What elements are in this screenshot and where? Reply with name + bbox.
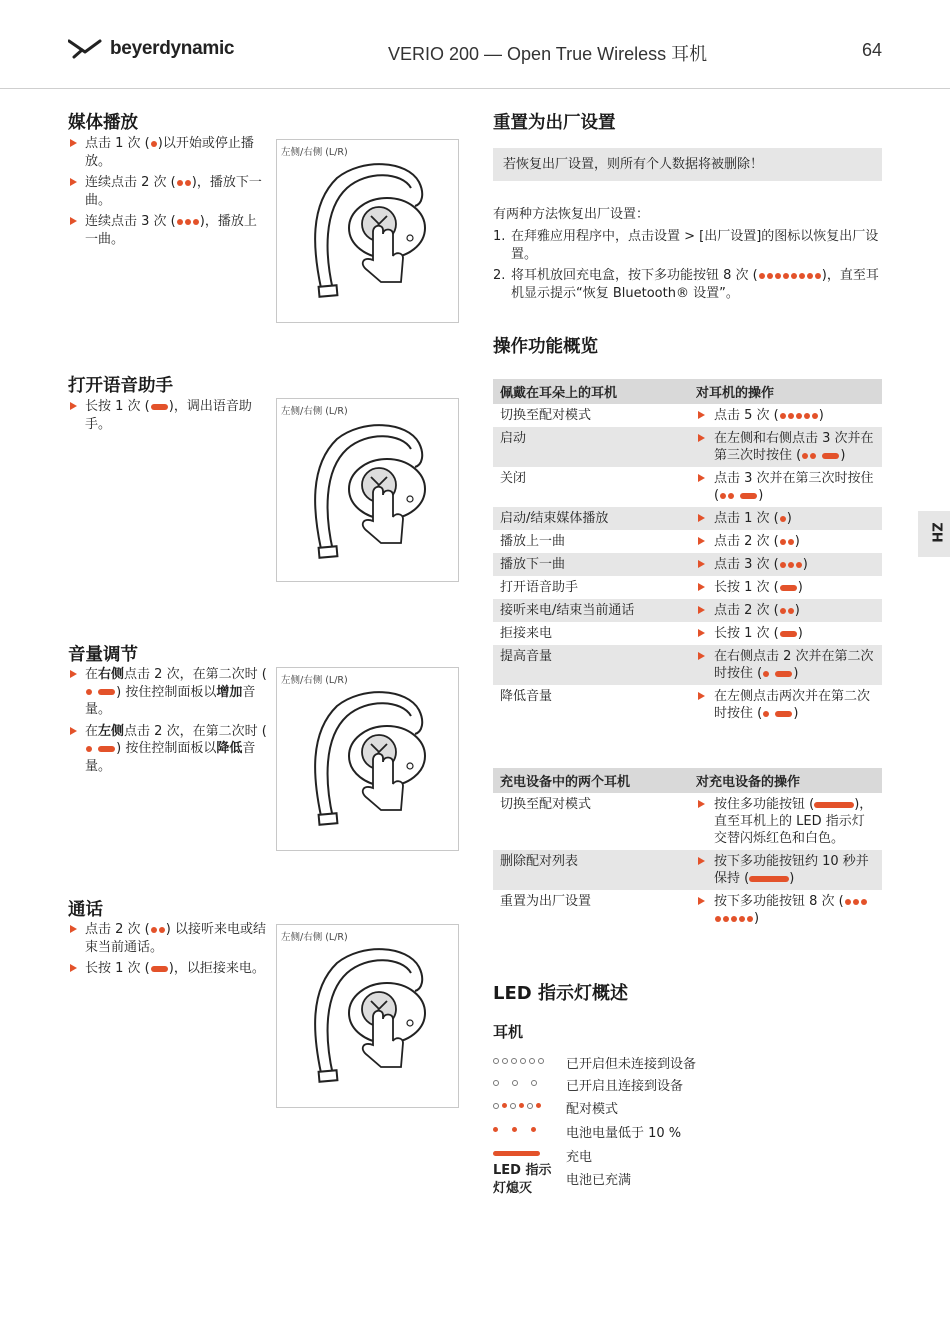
figure-label: 左侧/右侧 (L/R) bbox=[281, 675, 348, 686]
table-row bbox=[493, 793, 882, 850]
press-pattern-icon bbox=[779, 626, 798, 641]
function-cell: 接听来电/结束当前通话 bbox=[493, 599, 689, 622]
led-subtitle: 耳机 bbox=[493, 1023, 524, 1041]
function-cell: 提高音量 bbox=[493, 645, 689, 685]
table-header: 对充电设备的操作 bbox=[689, 768, 882, 793]
volume-title: 音量调节 bbox=[68, 645, 138, 665]
reset-title: 重置为出厂设置 bbox=[493, 113, 616, 133]
reset-intro: 有两种方法恢复出厂设置： bbox=[493, 207, 650, 222]
table-row bbox=[493, 850, 882, 890]
led-pattern-icon bbox=[493, 1098, 553, 1113]
reset-steps bbox=[493, 228, 885, 302]
action-cell: 在右侧点击 2 次并在第二次时按住 ( ) bbox=[689, 645, 882, 685]
function-cell: 重置为出厂设置 bbox=[500, 894, 592, 909]
press-pattern-icon bbox=[779, 408, 819, 423]
press-pattern-icon bbox=[801, 448, 840, 463]
list-item: 点击 2 次 ( ) 以接听来电或结束当前通话。 bbox=[68, 921, 273, 956]
press-pattern-icon bbox=[779, 534, 795, 549]
press-pattern-icon bbox=[814, 797, 854, 812]
action-cell: 按下多功能按钮 8 次 () bbox=[689, 890, 882, 930]
led-pattern-icon bbox=[493, 1075, 553, 1090]
press-pattern-icon bbox=[719, 488, 758, 503]
ops-table-case bbox=[493, 768, 882, 930]
led-pattern-icon bbox=[493, 1146, 553, 1161]
table-row bbox=[493, 553, 882, 576]
earbud-figure-voice bbox=[276, 398, 459, 582]
list-item: 2. 将耳机放回充电盒，按下多功能按钮 8 次 ( )，直至耳机显示提示“恢复 Bluetooth® 设置”。 bbox=[493, 268, 879, 301]
action-cell: 点击 1 次 ( ) bbox=[689, 507, 882, 530]
function-cell: 切换至配对模式 bbox=[500, 408, 592, 423]
earbud-figure-call bbox=[276, 924, 459, 1108]
list-item: 在右侧点击 2 次，在第二次时 ( ) 按住控制面板以增加音量。 bbox=[68, 666, 268, 719]
media-list bbox=[68, 135, 268, 252]
table-row bbox=[493, 404, 882, 427]
list-item: 在左侧点击 2 次，在第二次时 ( ) 按住控制面板以降低音量。 bbox=[68, 723, 268, 776]
volume-list bbox=[68, 666, 268, 779]
earbud-figure-volume bbox=[276, 667, 459, 851]
list-item: 1. 在拜雅应用程序中，点击设置 > [出厂设置]的图标以恢复出厂设置。 bbox=[493, 229, 879, 262]
table-row bbox=[493, 576, 882, 599]
action-cell: 在左侧点击两次并在第二次时按住 ( ) bbox=[689, 685, 882, 725]
action-cell: 点击 3 次 ( ) bbox=[689, 553, 882, 576]
voice-list bbox=[68, 398, 268, 437]
earbud-touch-icon bbox=[307, 421, 437, 566]
table-header: 佩戴在耳朵上的耳机 bbox=[493, 379, 689, 404]
function-cell: 删除配对列表 bbox=[493, 850, 689, 890]
earbud-touch-icon bbox=[307, 688, 437, 833]
ops-title: 操作功能概览 bbox=[493, 337, 598, 357]
led-pattern-icon bbox=[493, 1122, 553, 1137]
action-cell: 点击 2 次 ( ) bbox=[689, 599, 882, 622]
list-item: 长按 1 次 ( )，以拒接来电。 bbox=[68, 960, 273, 978]
action-cell: 点击 3 次并在第三次时按住 ( ) bbox=[689, 467, 882, 507]
brand-logo bbox=[68, 38, 234, 60]
table-row bbox=[493, 599, 882, 622]
reset-warning: 若恢复出厂设置，则所有个人数据将被删除！ bbox=[493, 148, 882, 181]
press-pattern-icon bbox=[779, 603, 795, 618]
function-cell: 启动/结束媒体播放 bbox=[493, 507, 689, 530]
action-cell: 点击 2 次 ( ) bbox=[689, 530, 882, 553]
language-tab-label: ZH bbox=[928, 522, 944, 543]
call-title: 通话 bbox=[68, 900, 103, 920]
action-cell: 长按 1 次 ( ) bbox=[689, 622, 882, 645]
brand-name: beyerdynamic bbox=[110, 38, 235, 59]
press-pattern-icon bbox=[779, 511, 787, 526]
press-pattern-icon bbox=[779, 580, 798, 595]
press-pattern-icon bbox=[779, 557, 803, 572]
press-pattern-icon bbox=[762, 666, 793, 681]
function-cell: 拒接来电 bbox=[500, 626, 553, 641]
earbud-figure-media bbox=[276, 139, 459, 323]
media-title: 媒体播放 bbox=[68, 113, 138, 133]
function-cell: 启动 bbox=[493, 427, 689, 467]
function-cell: 关闭 bbox=[500, 471, 527, 486]
table-row bbox=[493, 507, 882, 530]
table-row bbox=[493, 530, 882, 553]
figure-label: 左侧/右侧 (L/R) bbox=[281, 406, 348, 417]
led-off-label: LED 指示灯熄灭 bbox=[493, 1163, 552, 1196]
led-pattern-icon bbox=[493, 1053, 553, 1068]
list-item: 连续点击 2 次 ( )，播放下一曲。 bbox=[68, 174, 268, 209]
earbud-touch-icon bbox=[307, 160, 437, 305]
table-row bbox=[493, 890, 882, 930]
call-list bbox=[68, 921, 273, 982]
action-cell: 点击 5 次 ( ) bbox=[689, 404, 882, 427]
action-cell: 在左侧和右侧点击 3 次并在第三次时按住 ( ) bbox=[689, 427, 882, 467]
voice-title: 打开语音助手 bbox=[68, 376, 173, 396]
table-header: 充电设备中的两个耳机 bbox=[493, 768, 689, 793]
action-cell: 按下多功能按钮约 10 秒并保持 ( ) bbox=[689, 850, 882, 890]
function-cell: 播放上一曲 bbox=[500, 534, 566, 549]
function-cell: 切换至配对模式 bbox=[500, 797, 592, 812]
earbud-touch-icon bbox=[307, 945, 437, 1090]
function-cell: 播放下一曲 bbox=[493, 553, 689, 576]
function-cell: 降低音量 bbox=[500, 689, 553, 704]
list-item: 连续点击 3 次 ( )，播放上一曲。 bbox=[68, 213, 268, 248]
figure-label: 左侧/右侧 (L/R) bbox=[281, 932, 348, 943]
table-row bbox=[493, 685, 882, 725]
list-item: 长按 1 次 ( )，调出语音助手。 bbox=[68, 398, 268, 433]
page-number: 64 bbox=[862, 40, 883, 60]
list-item: 点击 1 次 ( )以开始或停止播放。 bbox=[68, 135, 268, 170]
table-row bbox=[493, 467, 882, 507]
table-row bbox=[493, 427, 882, 467]
ops-table-worn bbox=[493, 379, 882, 725]
beyerdynamic-logo-icon bbox=[68, 39, 102, 59]
table-header: 对耳机的操作 bbox=[689, 379, 882, 404]
document-title: VERIO 200 — Open True Wireless 耳机 bbox=[388, 44, 708, 64]
header-divider bbox=[0, 88, 950, 89]
table-row bbox=[493, 622, 882, 645]
table-row bbox=[493, 645, 882, 685]
action-cell: 按住多功能按钮 ( )，直至耳机上的 LED 指示灯交替闪烁红色和白色。 bbox=[689, 793, 882, 850]
action-cell: 长按 1 次 ( ) bbox=[689, 576, 882, 599]
language-tab bbox=[918, 511, 950, 557]
led-title: LED 指示灯概述 bbox=[493, 983, 628, 1004]
press-pattern-icon bbox=[762, 706, 793, 721]
function-cell: 打开语音助手 bbox=[500, 580, 579, 595]
figure-label: 左侧/右侧 (L/R) bbox=[281, 147, 348, 158]
press-pattern-icon bbox=[749, 871, 789, 886]
